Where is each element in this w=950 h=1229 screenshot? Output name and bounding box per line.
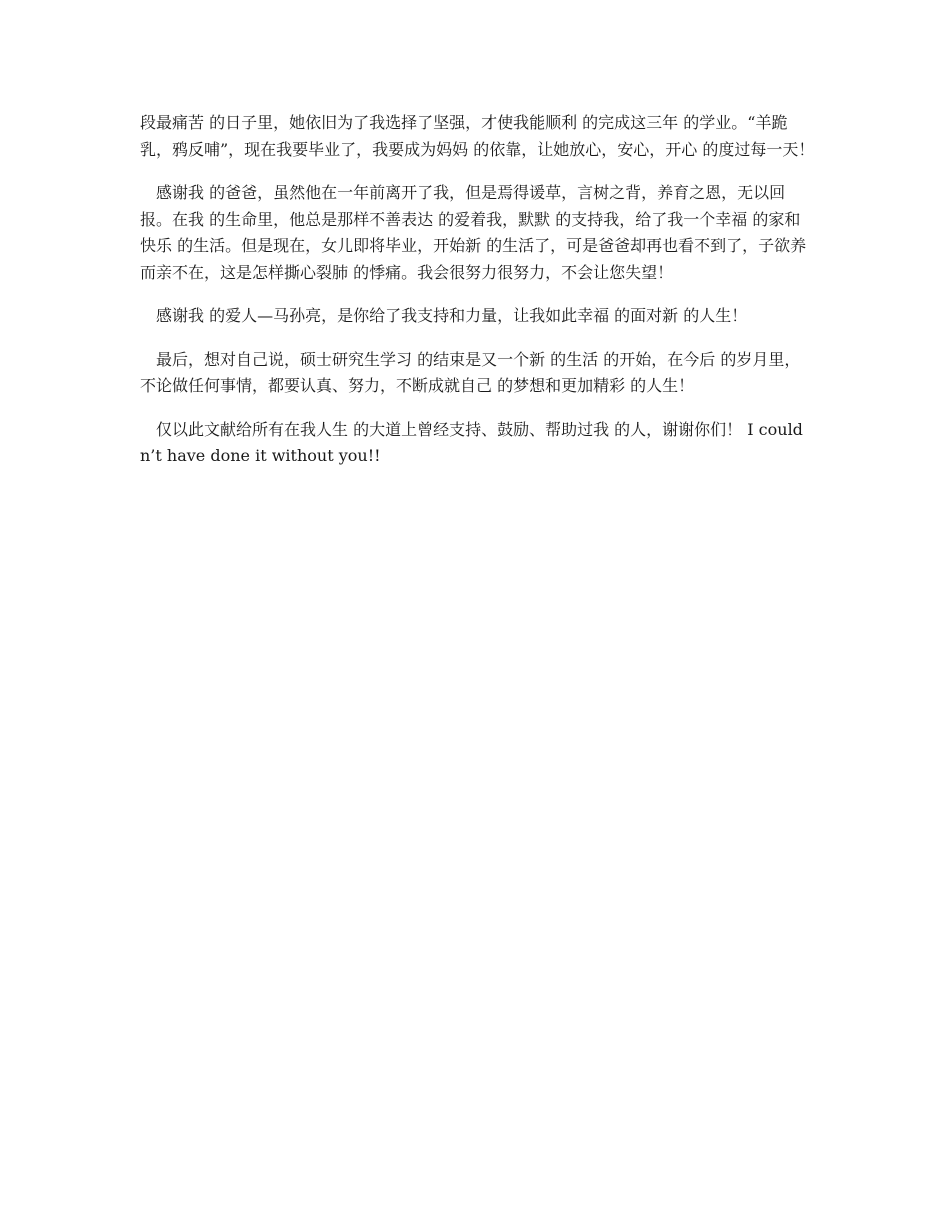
paragraph-spouse: 感谢我 的爱人—马孙亮，是你给了我支持和力量，让我如此幸福 的面对新 的人生！ xyxy=(156,306,748,325)
paragraph-father: 感谢我 的爸爸，虽然他在一年前离开了我，但是焉得谖草，言树之背，养育之恩，无以回报。在我 的生命里，他总是那样不善表达 的爱着我，默默 的支持我，给了我一个幸福 的家和快乐 的生活。但是现在，女儿即将毕业，开始新 的生活了，可是爸爸却再也看不到了，子欲养而亲不在，这是怎样撕心裂肺 的悸痛。我会很努力很努力，不会让您失望！ xyxy=(140,183,807,282)
paragraph-mother: 段最痛苦 的日子里，她依旧为了我选择了坚强，才使我能顺利 的完成这三年 的学业。“羊跪乳，鸦反哺”，现在我要毕业了，我要成为妈妈 的依靠，让她放心，安心，开心 的度过每一天！ xyxy=(140,113,815,159)
paragraph-self: 最后，想对自己说，硕士研究生学习 的结束是又一个新 的生活 的开始，在今后 的岁月里，不论做任何事情，都要认真、努力，不断成就自己 的梦想和更加精彩 的人生！ xyxy=(140,349,801,395)
paragraph-dedication: 仅以此文献给所有在我人生 的大道上曾经支持、鼓励、帮助过我 的人，谢谢你们！ I couldn’t have done it without you!! xyxy=(140,419,803,465)
document-body xyxy=(140,110,815,487)
